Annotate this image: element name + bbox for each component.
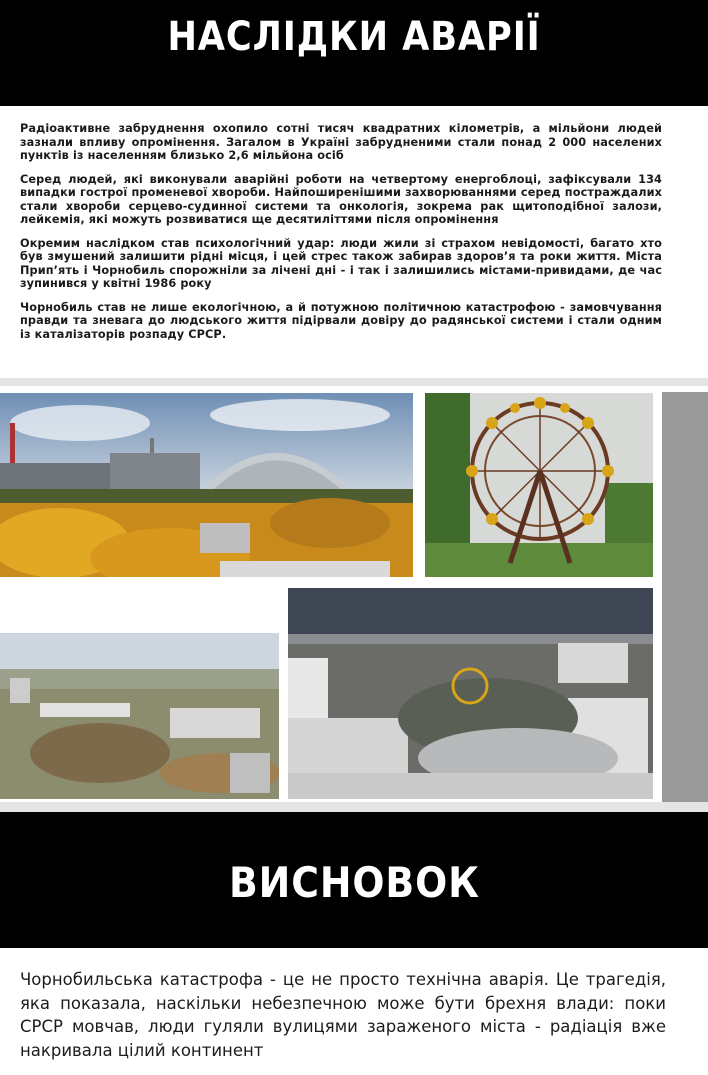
section-title: НАСЛІДКИ АВАРІЇ	[167, 14, 541, 60]
paragraph: Чорнобиль став не лише екологічною, а й потужною політичною катастрофою - замовчування правди та зневага до людського життя підірвали довіру до радянської системи і стали одним із каталізаторів розпаду СРСР.	[20, 300, 662, 341]
conclusion-text-block	[0, 948, 708, 1075]
photo-ferris-wheel	[425, 393, 653, 577]
conclusion-title: ВИСНОВОК	[228, 857, 480, 907]
photo-pripyat-winter	[288, 588, 653, 799]
paragraph: Окремим наслідком став психологічний удар: люди жили зі страхом невідомості, багато хто був змушений залишити рідні місця, і цей стрес також забирав здоров’я та роки життя. Міста Прип’ять і Чорнобиль спорожніли за лічені дні - і так і залишились містами-привидами, де час зупинився у квітні 1986 року	[20, 236, 662, 290]
conclusion-header	[0, 812, 708, 948]
conclusion-paragraph: Чорнобильська катастрофа - це не просто технічна аварія. Це трагедія, яка показала, наскільки небезпечною може бути брехня влади: поки СРСР мовчав, люди гуляли вулицями зараженого міста - радіація вже накривала цілий континент	[20, 970, 666, 1060]
paragraph: Радіоактивне забруднення охопило сотні тисяч квадратних кілометрів, а мільйони людей зазнали впливу опромінення. Загалом в Україні забрудненими стали понад 2 000 населених пунктів із населенням близько 2,6 мільйона осіб	[20, 122, 662, 162]
photo-pripyat-aerial	[0, 633, 279, 799]
section-header	[0, 0, 708, 106]
decorative-bar	[662, 392, 708, 802]
photo-power-plant-sarcophagus	[0, 393, 413, 577]
consequences-text	[0, 106, 708, 378]
paragraph: Серед людей, які виконували аварійні роботи на четвертому енергоблоці, зафіксували 134 випадки гострої променевої хвороби. Найпоширенішими захворюваннями серед постраждалих стали хвороби серцево-судинної системи та онкологія, зокрема рак щитоподібної залози, лейкемія, які можуть розвиватися ще десятиліттями після опромінення	[20, 172, 662, 226]
